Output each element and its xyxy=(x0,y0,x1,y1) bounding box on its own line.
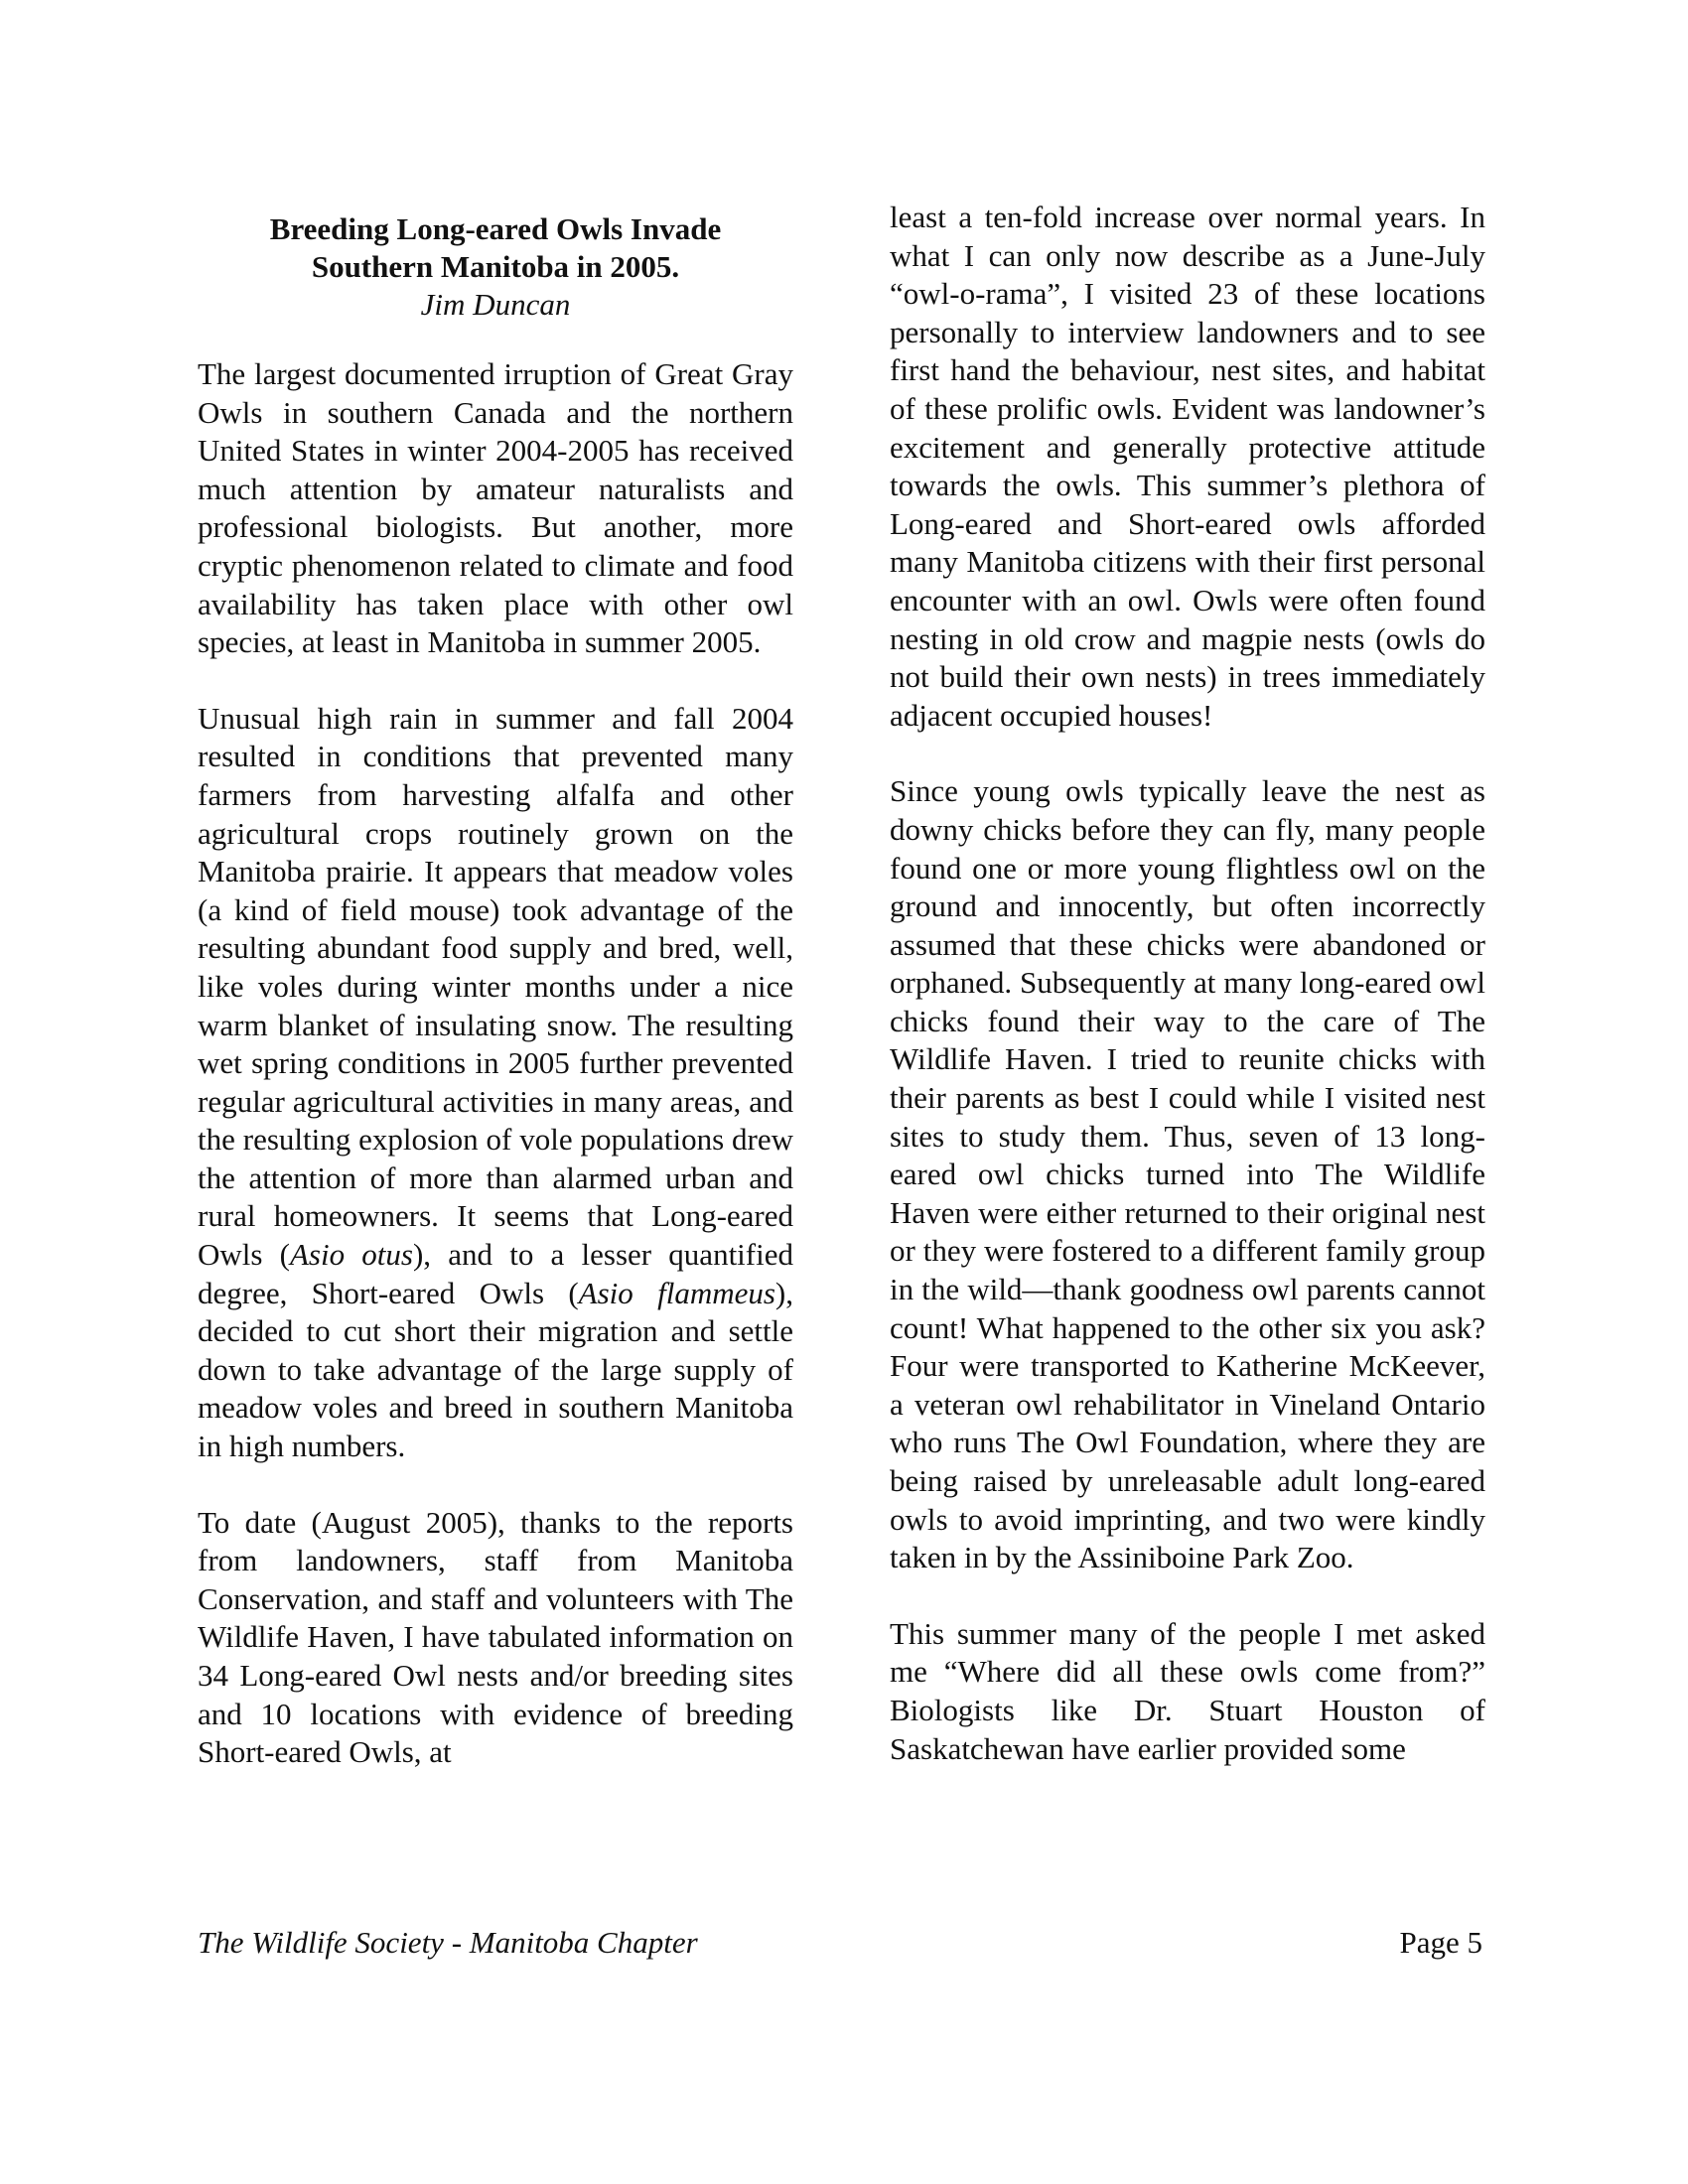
article-title-line-1: Breeding Long-eared Owls Invade xyxy=(269,211,722,246)
paragraph-young-owls: Since young owls typically leave the nest as downy chicks before they can fly, many people found one or more young flightless owl on the ground and innocently, but often incorrectly assumed that these chicks were abandoned or orphaned. Subsequently at many long-eared owl chicks found their way to the care of The Wildlife Haven. I tried to reunite chicks with their parents as best I could while I visited nest sites to study them. Thus, seven of 13 long-eared owl chicks turned into The Wildlife Haven were either returned to their original nest or they were fostered to a different family group in the wild—thank goodness owl parents cannot count! What happened to the other six you ask? Four were transported to Katherine McKeever, a veteran owl rehabilitator in Vineland Ontario who runs The Owl Foundation, where they are being raised by unreleasable adult long-eared owls to avoid imprinting, and two were kindly taken in by the Assiniboine Park Zoo. xyxy=(890,773,1485,1575)
paragraph-text: ), and to a lesser quantified degree, Short-eared Owls ( xyxy=(198,1237,793,1310)
paragraph-tabulated-nests: To date (August 2005), thanks to the reports from landowners, staff from Manitoba Conservation, and staff and volunteers with The Wildlife Haven, I have tabulated information on 34 Long-eared Owl nests and/or breeding sites and 10 locations with evidence of breeding Short-eared Owls, at xyxy=(198,1504,793,1770)
paragraph-vole-conditions xyxy=(198,700,793,1466)
left-column xyxy=(198,199,793,1810)
footer-page-number: Page 5 xyxy=(1399,1925,1482,1960)
article-title-line-2: Southern Manitoba in 2005. xyxy=(311,249,680,284)
footer-publication: The Wildlife Society - Manitoba Chapter xyxy=(198,1925,698,1960)
paragraph-text: Unusual high rain in summer and fall 2004 resulted in conditions that prevented many farmers from harvesting alfalfa and other agricultural crops routinely grown on the Manitoba prairie. It appears that meadow voles (a kind of field mouse) took advantage of the resulting abundant food supply and bred, well, like voles during winter months under a nice warm blanket of insulating snow. The resulting wet spring conditions in 2005 further prevented regular agricultural activities in many areas, and the resulting explosion of vole populations drew the attention of more than alarmed urban and rural homeowners. It seems that Long-eared Owls ( xyxy=(198,700,793,1273)
paragraph-text: ), decided to cut short their migration and settle down to take advantage of the large supply of meadow voles and breed in southern Manitoba in high numbers. xyxy=(198,1275,793,1464)
article-header xyxy=(198,210,793,324)
paragraph-where-from: This summer many of the people I met asked me “Where did all these owls come from?” Biologists like Dr. Stuart Houston of Saskatchewan have earlier provided some xyxy=(890,1615,1485,1766)
species-name-asio-otus: Asio otus xyxy=(289,1237,413,1273)
species-name-asio-flammeus: Asio flammeus xyxy=(578,1275,775,1310)
paragraph-great-gray-irruption: The largest documented irruption of Great Gray Owls in southern Canada and the northern United States in winter 2004-2005 has received much attention by amateur naturalists and professional biologists. But another, more cryptic phenomenon related to climate and food availability has taken place with other owl species, at least in Manitoba in summer 2005. xyxy=(198,356,793,660)
right-column xyxy=(890,199,1485,1806)
article-author: Jim Duncan xyxy=(420,287,571,322)
paragraph-owl-o-rama: least a ten-fold increase over normal years. In what I can only now describe as a June-July “owl-o-rama”, I visited 23 of these locations personally to interview landowners and to see first hand the behaviour, nest sites, and habitat of these prolific owls. Evident was landowner’s excitement and generally protective attitude towards the owls. This summer’s plethora of Long-eared and Short-eared owls afforded many Manitoba citizens with their first personal encounter with an owl. Owls were often found nesting in old crow and magpie nests (owls do not build their own nests) in trees immediately adjacent occupied houses! xyxy=(890,200,1485,733)
